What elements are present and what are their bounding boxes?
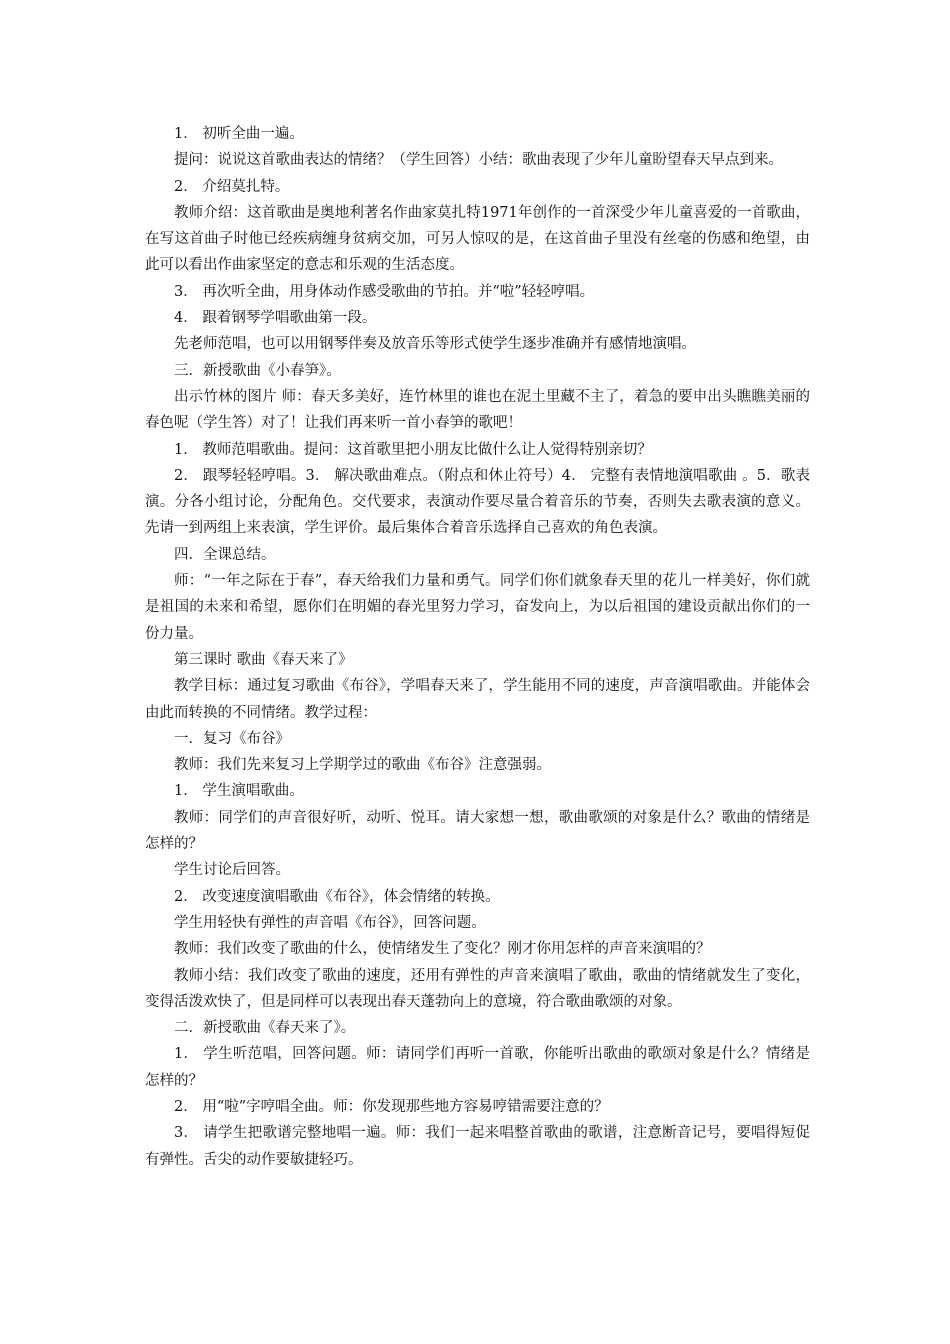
lesson-heading: 第三课时 歌曲《春天来了》 <box>174 651 353 668</box>
paragraph-17: 教师：我们先来复习上学期学过的歌曲《布谷》注意强弱。 <box>174 757 551 774</box>
paragraph-5: 3． 再次听全曲，用身体动作感受歌曲的节拍。并“啦”轻轻哼唱。 <box>174 283 595 300</box>
paragraph-26: 1． 学生听范唱，回答问题。师：请同学们再听一首歌，你能听出歌曲的歌颂对象是什么？情绪是怎样的？ <box>145 1046 810 1089</box>
paragraph-7: 先老师范唱，也可以用钢琴伴奏及放音乐等形式使学生逐步准确并有感情地演唱。 <box>174 336 696 353</box>
paragraph-24: 教师小结：我们改变了歌曲的速度，还用有弹性的声音来演唱了歌曲，歌曲的情绪就发生了变化，变得活泼欢快了，但是同样可以表现出春天蓬勃向上的意境，符合歌曲歌颂的对象。 <box>145 967 810 1010</box>
paragraph-2: 提问：说说这首歌曲表达的情绪？（学生回答）小结：歌曲表现了少年儿童盼望春天早点到来。 <box>174 152 783 169</box>
paragraph-4: 教师介绍：这首歌曲是奥地利著名作曲家莫扎特1971年创作的一首深受少年儿童喜爱的一首歌曲，在写这首曲子时他已经疾病缠身贫病交加，可另人惊叹的是，在这首曲子里没有丝毫的伤感和绝望，由此可以看出作曲家坚定的意志和乐观的生活态度。 <box>145 204 810 274</box>
section-heading-3: 三．新授歌曲《小春笋》。 <box>174 362 341 379</box>
paragraph-20: 学生讨论后回答。 <box>174 862 290 879</box>
section-heading-1: 一．复习《布谷》 <box>174 730 290 747</box>
paragraph-23: 教师：我们改变了歌曲的什么，使情绪发生了变化？刚才你用怎样的声音来演唱的？ <box>174 941 711 958</box>
section-heading-4: 四．全课总结。 <box>174 546 276 563</box>
paragraph-9: 出示竹林的图片 师：春天多美好，连竹林里的谁也在泥土里藏不主了，着急的要申出头瞧瞧美丽的春色呢（学生答）对了！让我们再来听一首小春笋的歌吧！ <box>145 388 810 432</box>
paragraph-1: 1． 初听全曲一遍。 <box>174 126 304 142</box>
paragraph-15: 教学目标：通过复习歌曲《布谷》，学唱春天来了，学生能用不同的速度，声音演唱歌曲。并能体会由此而转换的不同情绪。教学过程： <box>145 678 810 721</box>
paragraph-19: 教师：同学们的声音很好听，动听、悦耳。请大家想一想，歌曲歌颂的对象是什么？歌曲的情绪是怎样的？ <box>145 809 810 853</box>
paragraph-13: 师：“一年之际在于春”，春天给我们力量和勇气。同学们你们就象春天里的花儿一样美好，你们就是祖国的未来和希望，愿你们在明媚的春光里努力学习，奋发向上，为以后祖国的建设贡献出你们的一份力量。 <box>145 573 810 642</box>
paragraph-22: 学生用轻快有弹性的声音唱《布谷》，回答问题。 <box>174 914 486 931</box>
paragraph-11: 2． 跟琴轻轻哼唱。3． 解决歌曲难点。（附点和休止符号）4． 完整有表情地演唱歌曲 。5．歌表演。分各小组讨论，分配角色。交代要求，表演动作要尽量合着音乐的节奏，否则失去歌表演的意义。先请一到两组上来表演，学生评价。最后集体合着音乐选择自己喜欢的角色表演。 <box>145 467 810 537</box>
paragraph-21: 2． 改变速度演唱歌曲《布谷》，体会情绪的转换。 <box>174 888 500 905</box>
paragraph-28: 3． 请学生把歌谱完整地唱一遍。师：我们一起来唱整首歌曲的歌谱，注意断音记号，要唱得短促有弹性。舌尖的动作要敏捷轻巧。 <box>145 1125 810 1168</box>
section-heading-2: 二．新授歌曲《春天来了》。 <box>174 1020 356 1037</box>
document-body <box>145 121 810 1173</box>
paragraph-6: 4． 跟着钢琴学唱歌曲第一段。 <box>174 310 377 327</box>
paragraph-3: 2． 介绍莫扎特。 <box>174 178 290 195</box>
paragraph-10: 1． 教师范唱歌曲。提问：这首歌里把小朋友比做什么让人觉得特别亲切？ <box>174 441 652 458</box>
paragraph-18: 1． 学生演唱歌曲。 <box>174 783 304 800</box>
paragraph-27: 2． 用“啦”字哼唱全曲。师：你发现那些地方容易哼错需要注意的？ <box>174 1098 609 1115</box>
